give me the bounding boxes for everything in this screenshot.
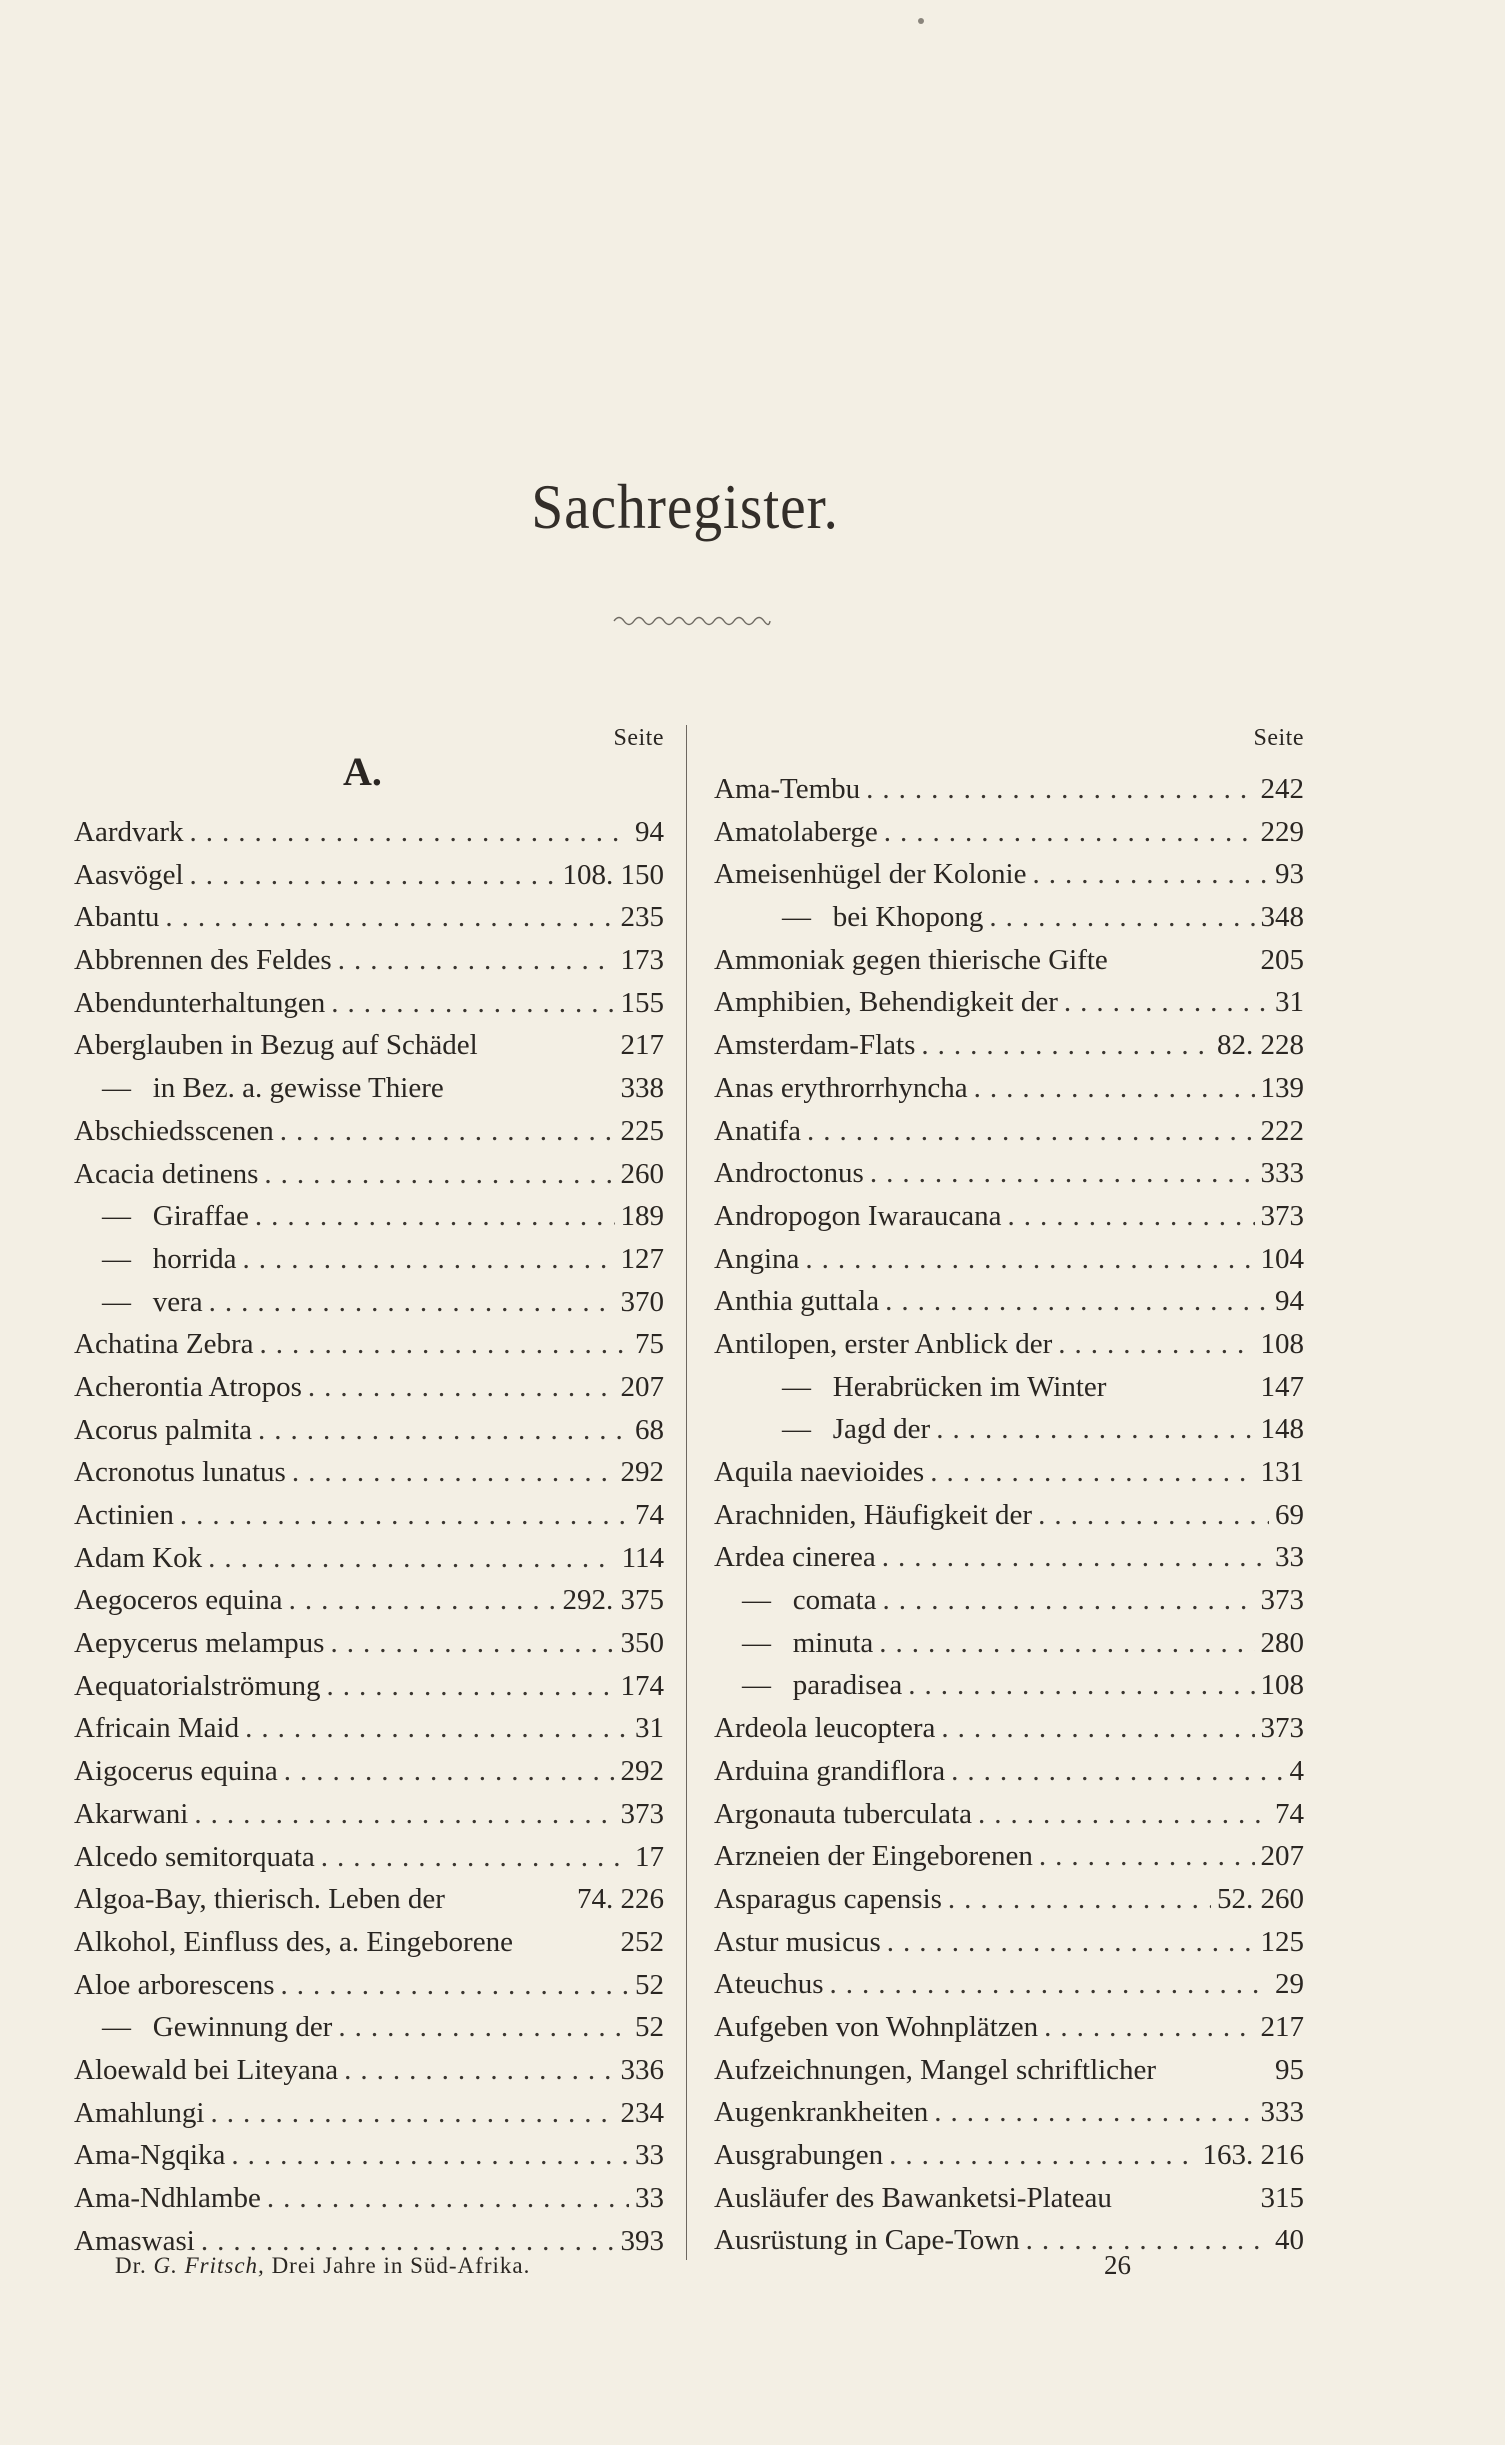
index-entry bbox=[74, 1067, 664, 1110]
index-entry bbox=[74, 1024, 664, 1067]
entry-page-number: 174 bbox=[620, 1669, 664, 1702]
right-index-column bbox=[714, 768, 1304, 2262]
entry-term: Ausläufer des Bawanketsi-Plateau bbox=[714, 2181, 1112, 2214]
entry-term: Actinien bbox=[74, 1499, 174, 1531]
leader-dots bbox=[884, 811, 1255, 854]
entry-term: Aquila naevioides bbox=[714, 1456, 925, 1488]
entry-page-number: 333 bbox=[1260, 2096, 1304, 2129]
index-entry bbox=[74, 1195, 664, 1238]
index-entry bbox=[714, 2091, 1304, 2134]
index-entry bbox=[714, 1793, 1304, 1836]
leader-dots bbox=[211, 2092, 615, 2135]
index-entry bbox=[714, 811, 1304, 854]
index-entry bbox=[74, 1707, 664, 1750]
entry-term: Aberglauben in Bezug auf Schädel bbox=[74, 1029, 478, 1062]
leader-dots bbox=[260, 1323, 629, 1366]
entry-term: Argonauta tuberculata bbox=[714, 1797, 972, 1830]
left-page-header: Seite bbox=[613, 725, 664, 751]
entry-page-number: 125 bbox=[1260, 1925, 1304, 1958]
entry-page-number: 333 bbox=[1260, 1157, 1304, 1190]
leader-dots bbox=[180, 1494, 629, 1537]
entry-term: Arzneien der Eingeborenen bbox=[714, 1840, 1033, 1873]
entry-term: Africain Maid bbox=[74, 1712, 240, 1745]
index-entry bbox=[74, 1537, 664, 1580]
entry-term: Arachniden, Häufigkeit der bbox=[714, 1498, 1033, 1531]
entry-page-number: 207 bbox=[620, 1370, 664, 1403]
index-entry bbox=[74, 1665, 664, 1708]
leader-dots bbox=[887, 1921, 1255, 1964]
index-entry bbox=[714, 1963, 1304, 2006]
leader-dots bbox=[245, 1707, 629, 1750]
entry-term: Aloe arborescens bbox=[74, 1968, 275, 2001]
index-entry bbox=[714, 2177, 1304, 2220]
index-entry bbox=[74, 1281, 664, 1324]
entry-page-number: 68 bbox=[635, 1413, 664, 1446]
entry-page-number: 108 bbox=[1260, 1327, 1304, 1360]
entry-term: Ausrüstung in Cape-Town bbox=[714, 2224, 1020, 2257]
leader-dots bbox=[1026, 2219, 1269, 2262]
left-index-column bbox=[74, 811, 664, 2262]
entry-term: Androctonus bbox=[714, 1157, 864, 1190]
leader-dots bbox=[1032, 853, 1269, 896]
leader-dots bbox=[978, 1793, 1269, 1836]
entry-term: Antilopen, erster Anblick der bbox=[714, 1327, 1053, 1360]
index-entry bbox=[74, 1409, 664, 1452]
entry-term: Ateuchus bbox=[714, 1968, 824, 2001]
index-entry bbox=[714, 2219, 1304, 2262]
entry-term: Ama-Ngqika bbox=[74, 2139, 226, 2172]
index-entry bbox=[74, 1110, 664, 1153]
entry-term: Anatifa bbox=[714, 1114, 801, 1147]
leader-dots bbox=[209, 1281, 615, 1324]
entry-page-number: 373 bbox=[1260, 1584, 1304, 1617]
leader-dots bbox=[243, 1238, 615, 1281]
entry-page-number: 82. 228 bbox=[1217, 1029, 1304, 1062]
leader-dots bbox=[830, 1963, 1269, 2006]
entry-term: Alcedo semitorquata bbox=[74, 1840, 315, 1873]
index-entry bbox=[714, 1110, 1304, 1153]
leader-dots bbox=[934, 2091, 1254, 2134]
entry-term: — horrida bbox=[102, 1242, 237, 1275]
entry-term: Aloewald bei Liteyana bbox=[74, 2053, 339, 2086]
leader-dots bbox=[870, 1152, 1255, 1195]
leader-dots bbox=[1007, 1195, 1254, 1238]
index-entry bbox=[74, 811, 664, 854]
leader-dots bbox=[930, 1451, 1254, 1494]
leader-dots bbox=[255, 1195, 615, 1238]
entry-page-number: 93 bbox=[1275, 858, 1304, 891]
entry-term: Ama-Tembu bbox=[714, 773, 861, 805]
entry-page-number: 229 bbox=[1260, 815, 1304, 848]
entry-page-number: 222 bbox=[1260, 1114, 1304, 1147]
entry-page-number: 52 bbox=[635, 2011, 664, 2044]
index-entry bbox=[74, 2177, 664, 2220]
leader-dots bbox=[208, 1537, 615, 1580]
index-entry bbox=[74, 1793, 664, 1836]
entry-page-number: 74 bbox=[635, 1499, 664, 1531]
leader-dots bbox=[331, 982, 614, 1025]
leader-dots bbox=[807, 1110, 1255, 1153]
leader-dots bbox=[264, 1153, 614, 1196]
entry-page-number: 40 bbox=[1275, 2224, 1304, 2257]
index-entry bbox=[74, 1622, 664, 1665]
entry-page-number: 33 bbox=[1275, 1541, 1304, 1574]
entry-term: Anas erythrorrhyncha bbox=[714, 1071, 968, 1104]
leader-dots bbox=[344, 2049, 614, 2092]
column-divider bbox=[686, 725, 687, 2260]
index-entry bbox=[74, 2092, 664, 2135]
entry-page-number: 338 bbox=[620, 1072, 664, 1105]
leader-dots bbox=[1058, 1323, 1254, 1366]
index-entry bbox=[714, 853, 1304, 896]
entry-term: Amahlungi bbox=[74, 2096, 205, 2129]
footer-prefix: Dr. bbox=[115, 2253, 154, 2278]
entry-term: Abbrennen des Feldes bbox=[74, 944, 332, 977]
index-entry bbox=[74, 939, 664, 982]
index-entry bbox=[714, 981, 1304, 1024]
entry-page-number: 217 bbox=[1260, 2010, 1304, 2043]
footer-book: Drei Jahre in Süd-Afrika. bbox=[264, 2253, 531, 2278]
entry-term: Aufzeichnungen, Mangel schriftlicher bbox=[714, 2053, 1157, 2086]
entry-page-number: 235 bbox=[620, 901, 664, 934]
entry-term: Ama-Ndhlambe bbox=[74, 2182, 261, 2214]
index-entry bbox=[74, 982, 664, 1025]
leader-dots bbox=[165, 896, 614, 939]
index-entry bbox=[74, 1323, 664, 1366]
entry-page-number: 234 bbox=[620, 2096, 664, 2129]
index-entry bbox=[714, 1536, 1304, 1579]
entry-page-number: 69 bbox=[1275, 1498, 1304, 1531]
right-page-header: Seite bbox=[1253, 725, 1304, 751]
entry-term: Ameisenhügel der Kolonie bbox=[714, 858, 1027, 891]
entry-page-number: 94 bbox=[1275, 1285, 1304, 1318]
page-title: Sachregister. bbox=[531, 471, 839, 542]
print-speck bbox=[918, 18, 924, 24]
entry-page-number: 393 bbox=[620, 2224, 664, 2257]
index-entry bbox=[714, 1067, 1304, 1110]
leader-dots bbox=[989, 896, 1254, 939]
entry-page-number: 189 bbox=[620, 1200, 664, 1233]
leader-dots bbox=[889, 2134, 1196, 2177]
entry-page-number: 207 bbox=[1260, 1840, 1304, 1873]
entry-term: Aardvark bbox=[74, 816, 184, 848]
entry-page-number: 225 bbox=[620, 1114, 664, 1147]
leader-dots bbox=[267, 2177, 629, 2220]
entry-page-number: 163. 216 bbox=[1202, 2139, 1304, 2171]
entry-page-number: 155 bbox=[620, 986, 664, 1019]
footer-citation bbox=[115, 2253, 530, 2279]
entry-page-number: 147 bbox=[1260, 1370, 1304, 1403]
index-entry bbox=[714, 1664, 1304, 1707]
index-entry bbox=[74, 1579, 664, 1622]
leader-dots bbox=[866, 768, 1254, 811]
entry-page-number: 17 bbox=[635, 1840, 664, 1873]
index-entry bbox=[74, 1750, 664, 1793]
entry-page-number: 114 bbox=[621, 1541, 664, 1574]
index-entry bbox=[74, 1964, 664, 2007]
entry-term: — Jagd der bbox=[782, 1413, 931, 1446]
entry-term: Astur musicus bbox=[714, 1925, 881, 1958]
entry-term: — vera bbox=[102, 1285, 203, 1318]
entry-term: — minuta bbox=[742, 1626, 874, 1659]
entry-page-number: 52 bbox=[635, 1968, 664, 2001]
leader-dots bbox=[879, 1622, 1254, 1665]
footer-author: G. Fritsch, bbox=[153, 2253, 265, 2278]
entry-term: Aasvögel bbox=[74, 858, 184, 891]
leader-dots bbox=[921, 1024, 1211, 1067]
leader-dots bbox=[190, 854, 557, 897]
entry-page-number: 292 bbox=[620, 1456, 664, 1489]
entry-term: Ausgrabungen bbox=[714, 2139, 884, 2171]
leader-dots bbox=[885, 1280, 1269, 1323]
index-entry bbox=[714, 2006, 1304, 2049]
entry-term: Acorus palmita bbox=[74, 1413, 252, 1446]
entry-term: Aigocerus equina bbox=[74, 1755, 278, 1788]
index-entry bbox=[714, 1451, 1304, 1494]
entry-page-number: 205 bbox=[1260, 943, 1304, 976]
entry-term: Ardea cinerea bbox=[714, 1541, 876, 1574]
leader-dots bbox=[326, 1665, 614, 1708]
leader-dots bbox=[308, 1366, 615, 1409]
leader-dots bbox=[338, 939, 615, 982]
entry-term: Aepycerus melampus bbox=[74, 1627, 325, 1660]
leader-dots bbox=[231, 2134, 629, 2177]
index-entry bbox=[714, 768, 1304, 811]
entry-term: Achatina Zebra bbox=[74, 1328, 254, 1361]
entry-page-number: 31 bbox=[1275, 986, 1304, 1019]
index-entry bbox=[714, 1878, 1304, 1921]
entry-page-number: 94 bbox=[635, 816, 664, 848]
leader-dots bbox=[330, 1622, 614, 1665]
entry-term: Ardeola leucoptera bbox=[714, 1712, 936, 1745]
entry-term: Aufgeben von Wohnplätzen bbox=[714, 2010, 1039, 2043]
entry-term: — bei Khopong bbox=[782, 901, 984, 934]
entry-page-number: 4 bbox=[1289, 1754, 1304, 1787]
leader-dots bbox=[908, 1664, 1254, 1707]
index-entry bbox=[714, 1195, 1304, 1238]
leader-dots bbox=[1064, 981, 1269, 1024]
leader-dots bbox=[281, 1964, 630, 2007]
entry-term: Augenkrankheiten bbox=[714, 2096, 929, 2129]
index-entry bbox=[714, 1707, 1304, 1750]
entry-term: — Herabrücken im Winter bbox=[782, 1370, 1107, 1403]
entry-term: Adam Kok bbox=[74, 1541, 203, 1574]
leader-dots bbox=[289, 1579, 557, 1622]
entry-page-number: 95 bbox=[1275, 2053, 1304, 2086]
entry-page-number: 173 bbox=[620, 944, 664, 977]
entry-term: — in Bez. a. gewisse Thiere bbox=[102, 1072, 444, 1105]
index-entry bbox=[714, 2134, 1304, 2177]
entry-page-number: 252 bbox=[620, 1925, 664, 1958]
section-letter: A. bbox=[343, 749, 382, 794]
entry-term: Anthia guttala bbox=[714, 1285, 880, 1318]
index-entry bbox=[74, 1238, 664, 1281]
leader-dots bbox=[280, 1110, 615, 1153]
entry-term: — Gewinnung der bbox=[102, 2011, 333, 2044]
index-entry bbox=[74, 2006, 664, 2049]
leader-dots bbox=[805, 1238, 1254, 1281]
leader-dots bbox=[974, 1067, 1255, 1110]
entry-term: Ammoniak gegen thierische Gifte bbox=[714, 943, 1108, 976]
entry-term: Aequatorialströmung bbox=[74, 1669, 321, 1702]
index-entry bbox=[714, 1750, 1304, 1793]
leader-dots bbox=[194, 1793, 614, 1836]
index-entry bbox=[714, 1921, 1304, 1964]
entry-page-number: 336 bbox=[620, 2053, 664, 2086]
entry-page-number: 108. 150 bbox=[562, 858, 664, 891]
entry-page-number: 131 bbox=[1260, 1456, 1304, 1488]
entry-term: Acherontia Atropos bbox=[74, 1370, 302, 1403]
entry-term: Acronotus lunatus bbox=[74, 1456, 286, 1489]
index-entry bbox=[74, 2049, 664, 2092]
entry-term: Abantu bbox=[74, 901, 160, 934]
entry-page-number: 104 bbox=[1260, 1242, 1304, 1275]
entry-page-number: 139 bbox=[1260, 1071, 1304, 1104]
entry-page-number: 29 bbox=[1275, 1968, 1304, 2001]
leader-dots bbox=[258, 1409, 629, 1452]
entry-page-number: 74. 226 bbox=[577, 1883, 664, 1916]
index-entry bbox=[714, 1366, 1304, 1409]
entry-page-number: 127 bbox=[620, 1242, 664, 1275]
entry-page-number: 108 bbox=[1260, 1669, 1304, 1702]
index-entry bbox=[714, 1579, 1304, 1622]
entry-page-number: 373 bbox=[620, 1797, 664, 1830]
entry-term: — paradisea bbox=[742, 1669, 903, 1702]
leader-dots bbox=[321, 1836, 629, 1879]
index-entry bbox=[74, 1878, 664, 1921]
entry-page-number: 33 bbox=[635, 2182, 664, 2214]
leader-dots bbox=[936, 1408, 1254, 1451]
index-entry bbox=[74, 896, 664, 939]
index-entry bbox=[74, 2134, 664, 2177]
entry-term: Amaswasi bbox=[74, 2224, 195, 2257]
entry-page-number: 370 bbox=[620, 1285, 664, 1318]
index-entry bbox=[714, 1408, 1304, 1451]
leader-dots bbox=[292, 1451, 615, 1494]
entry-page-number: 260 bbox=[620, 1157, 664, 1190]
entry-term: Abendunterhaltungen bbox=[74, 986, 326, 1019]
leader-dots bbox=[948, 1878, 1211, 1921]
entry-term: Amsterdam-Flats bbox=[714, 1029, 916, 1062]
entry-term: — Giraffae bbox=[102, 1200, 249, 1233]
index-entry bbox=[714, 1323, 1304, 1366]
index-entry bbox=[74, 1451, 664, 1494]
index-entry bbox=[74, 1494, 664, 1537]
entry-page-number: 373 bbox=[1260, 1199, 1304, 1232]
entry-term: Asparagus capensis bbox=[714, 1882, 942, 1915]
leader-dots bbox=[190, 811, 629, 854]
index-entry bbox=[74, 1921, 664, 1964]
entry-term: Aegoceros equina bbox=[74, 1584, 283, 1617]
index-entry bbox=[714, 896, 1304, 939]
entry-page-number: 348 bbox=[1260, 901, 1304, 934]
signature-mark: 26 bbox=[1104, 2250, 1131, 2280]
index-entry bbox=[714, 2049, 1304, 2092]
index-entry bbox=[74, 854, 664, 897]
entry-page-number: 217 bbox=[620, 1029, 664, 1062]
entry-term: Andropogon Iwaraucana bbox=[714, 1199, 1002, 1232]
entry-page-number: 292. 375 bbox=[562, 1584, 664, 1617]
index-entry bbox=[74, 1836, 664, 1879]
index-entry bbox=[714, 1835, 1304, 1878]
entry-term: Amphibien, Behendigkeit der bbox=[714, 986, 1058, 1019]
index-entry bbox=[714, 1152, 1304, 1195]
entry-term: Alkohol, Einfluss des, a. Eingeborene bbox=[74, 1925, 513, 1958]
index-entry bbox=[714, 1024, 1304, 1067]
leader-dots bbox=[882, 1536, 1269, 1579]
entry-term: Akarwani bbox=[74, 1797, 189, 1830]
entry-page-number: 280 bbox=[1260, 1626, 1304, 1659]
leader-dots bbox=[1044, 2006, 1254, 2049]
entry-term: Algoa-Bay, thierisch. Leben der bbox=[74, 1883, 445, 1916]
entry-page-number: 33 bbox=[635, 2139, 664, 2172]
entry-term: Arduina grandiflora bbox=[714, 1754, 946, 1787]
index-entry bbox=[714, 1622, 1304, 1665]
leader-dots bbox=[338, 2006, 629, 2049]
entry-page-number: 148 bbox=[1260, 1413, 1304, 1446]
index-entry bbox=[714, 1494, 1304, 1537]
index-entry bbox=[714, 939, 1304, 982]
index-entry bbox=[714, 1280, 1304, 1323]
entry-page-number: 74 bbox=[1275, 1797, 1304, 1830]
entry-page-number: 315 bbox=[1260, 2181, 1304, 2214]
entry-page-number: 373 bbox=[1260, 1712, 1304, 1745]
index-entry bbox=[714, 1238, 1304, 1281]
leader-dots bbox=[951, 1750, 1283, 1793]
entry-page-number: 52. 260 bbox=[1217, 1882, 1304, 1915]
leader-dots bbox=[1038, 1494, 1269, 1537]
entry-page-number: 242 bbox=[1260, 773, 1304, 805]
entry-page-number: 292 bbox=[620, 1755, 664, 1788]
entry-page-number: 75 bbox=[635, 1328, 664, 1361]
leader-dots bbox=[941, 1707, 1254, 1750]
index-entry bbox=[74, 1366, 664, 1409]
wavy-ornament bbox=[612, 612, 772, 630]
entry-term: Acacia detinens bbox=[74, 1157, 259, 1190]
entry-term: Amatolaberge bbox=[714, 815, 878, 848]
entry-page-number: 350 bbox=[620, 1627, 664, 1660]
index-entry bbox=[74, 1153, 664, 1196]
entry-term: Angina bbox=[714, 1242, 800, 1275]
entry-term: — comata bbox=[742, 1584, 877, 1617]
leader-dots bbox=[882, 1579, 1254, 1622]
leader-dots bbox=[1039, 1835, 1255, 1878]
entry-term: Abschiedsscenen bbox=[74, 1114, 274, 1147]
leader-dots bbox=[284, 1750, 615, 1793]
entry-page-number: 31 bbox=[635, 1712, 664, 1745]
